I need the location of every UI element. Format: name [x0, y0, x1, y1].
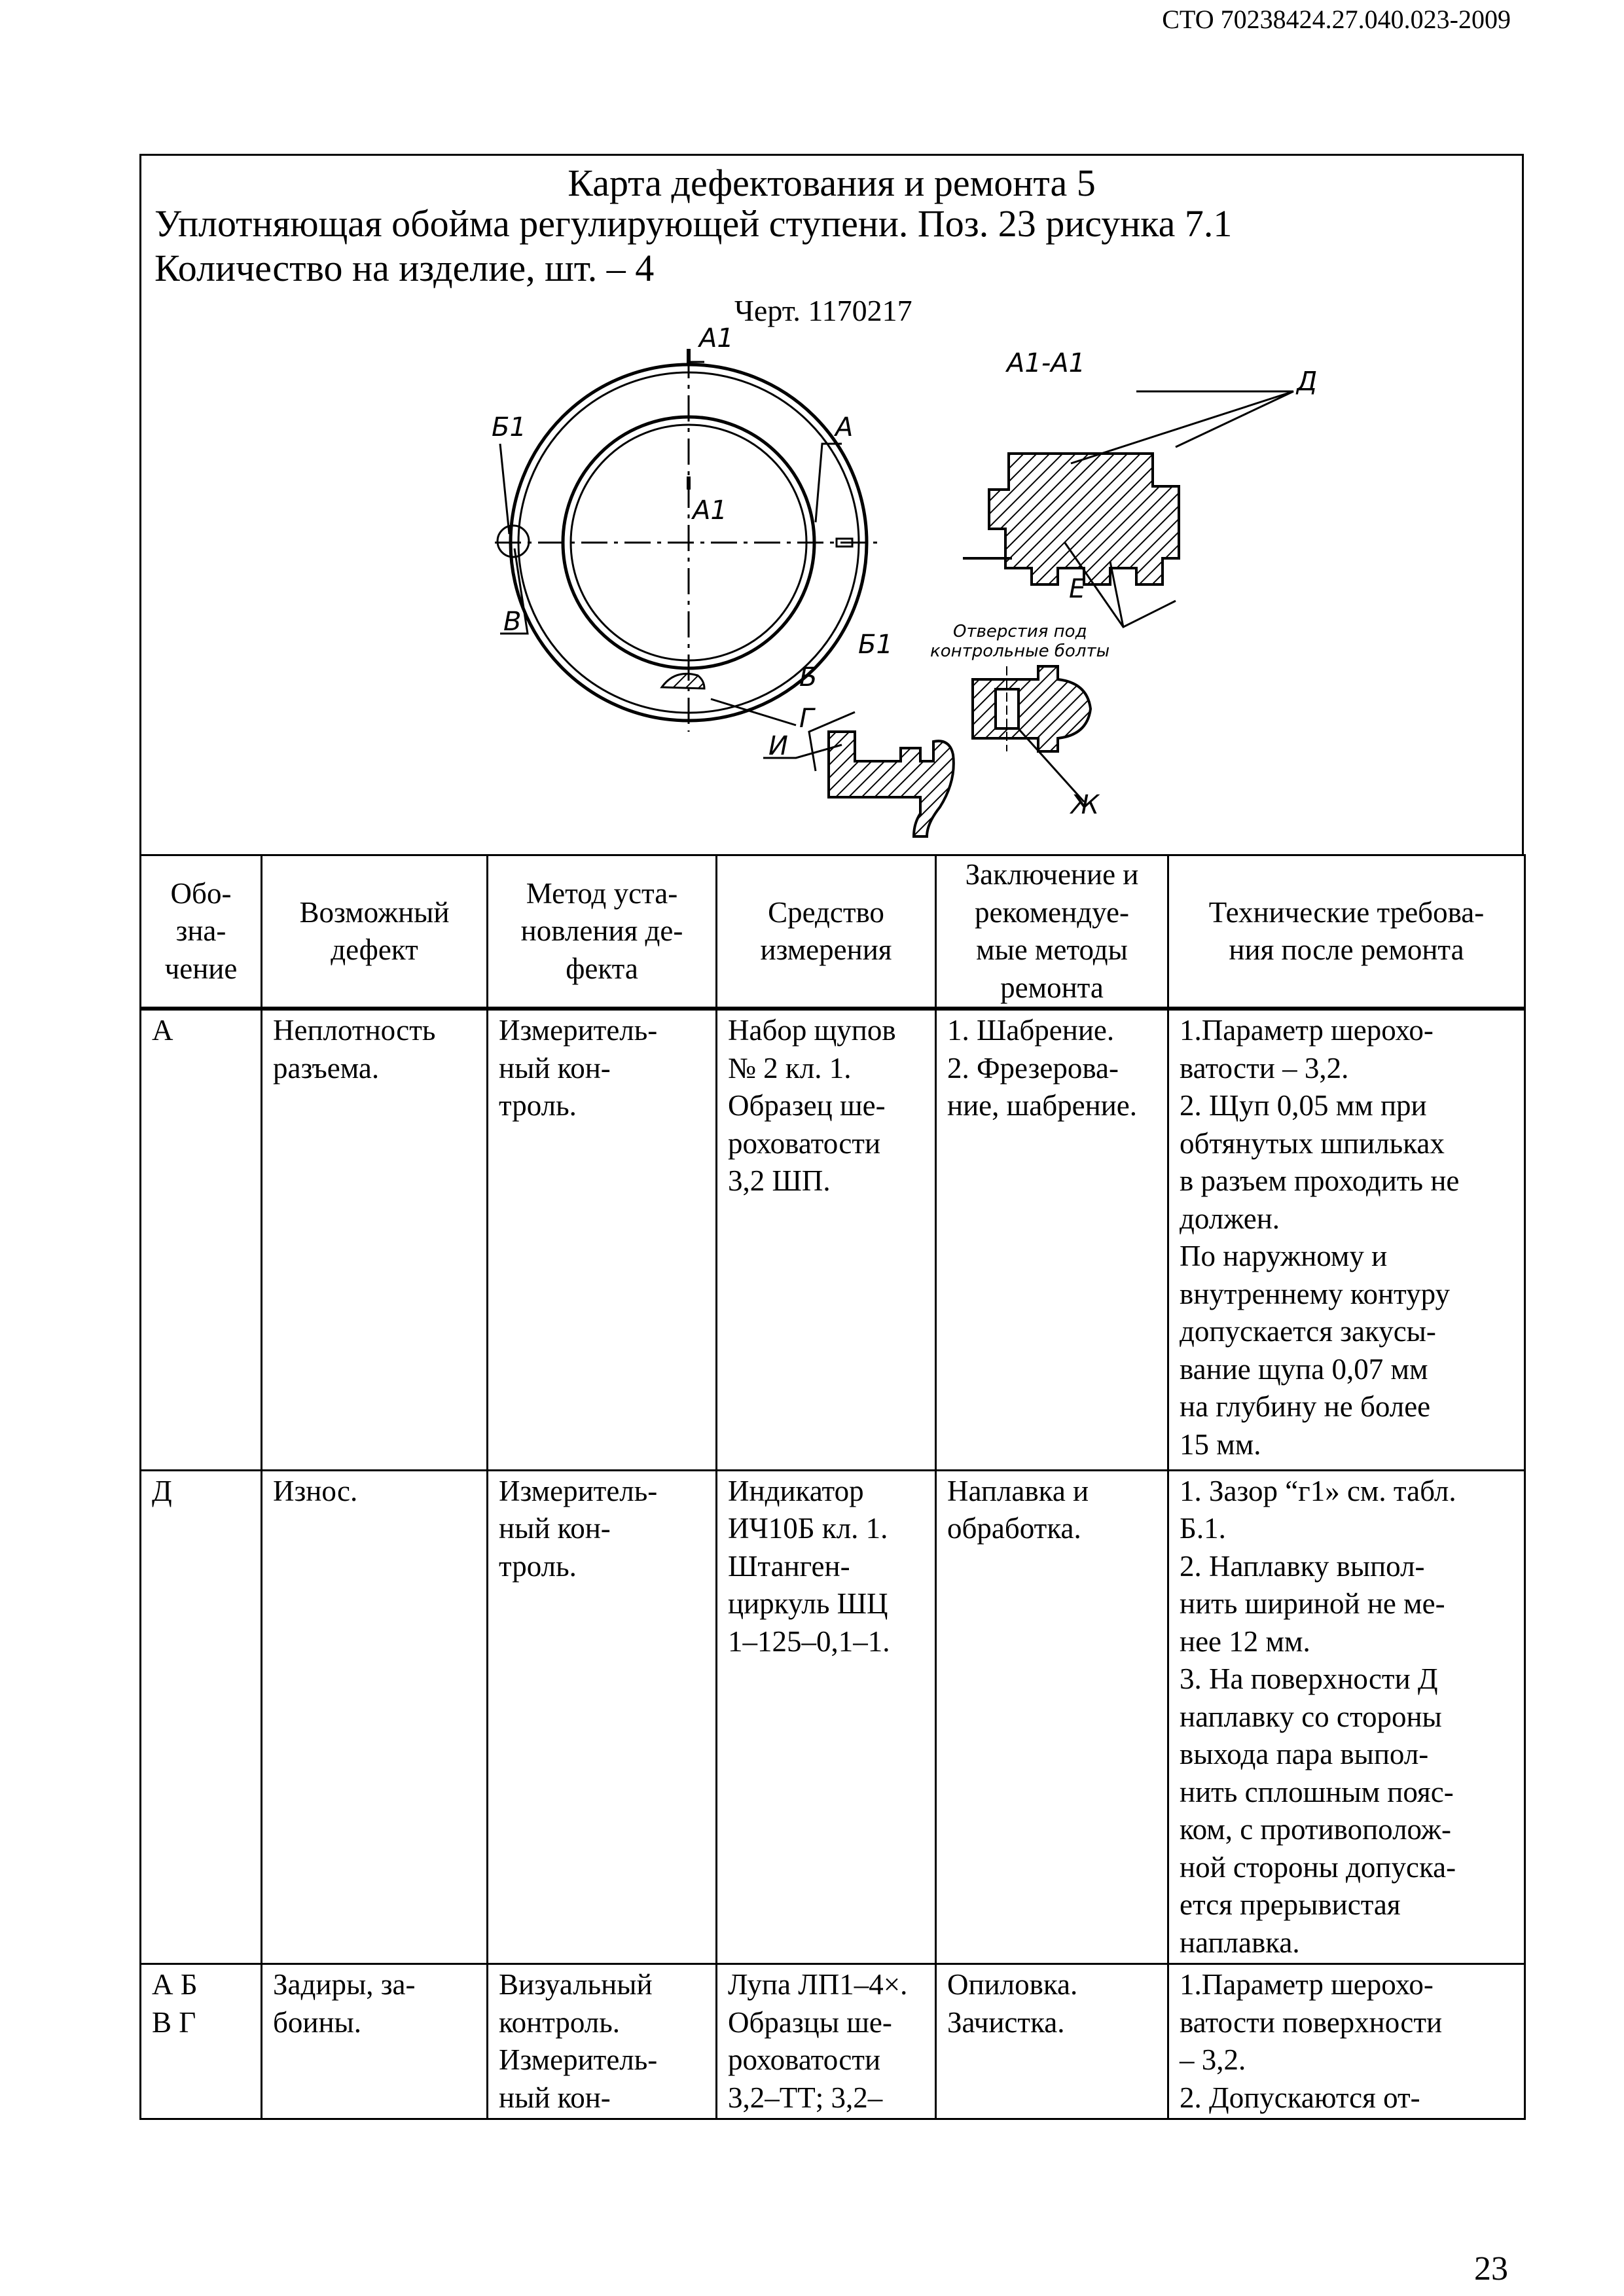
cell-line: Д [152, 1474, 172, 1507]
cell-line: Наплавка и [947, 1474, 1089, 1507]
label-holes-note-1: Отверстия под [953, 622, 1087, 641]
cell-line: нить шириной не ме- [1180, 1587, 1445, 1620]
cell-line: Опиловка. [947, 1968, 1078, 2001]
cell-method [488, 1470, 717, 1964]
header-line: дефект [331, 933, 418, 966]
cell-line: 1–125–0,1–1. [728, 1624, 890, 1658]
detail-b1 [829, 732, 954, 836]
cell-line: ный кон- [499, 1051, 611, 1085]
cell-line: 3,2 ШП. [728, 1164, 831, 1197]
table-body [141, 1009, 1525, 2119]
cell-line: Измеритель- [499, 1474, 658, 1507]
label-i: И [768, 731, 788, 761]
cell-line: 1.Параметр шерохо- [1180, 1968, 1434, 2001]
card-title: Карта дефектования и ремонта 5 [568, 162, 1096, 204]
cell-line: Измеритель- [499, 2043, 658, 2076]
cell-line: А [152, 1014, 173, 1047]
cell-line: ние, шабрение. [947, 1089, 1138, 1122]
cell-designation [141, 1964, 262, 2119]
cell-requirements [1168, 1470, 1525, 1964]
cell-defect [262, 1009, 488, 1470]
cell-line: разъема. [273, 1051, 380, 1085]
cell-repair [936, 1470, 1168, 1964]
table-row [141, 1470, 1525, 1964]
label-holes-note-2: контрольные болты [930, 641, 1110, 661]
header-line: Заключение и [965, 858, 1139, 891]
cell-line: – 3,2. [1180, 2043, 1246, 2076]
cell-line: ИЧ10Б кл. 1. [728, 1512, 888, 1545]
cell-line: ной стороны допуска- [1180, 1850, 1456, 1884]
cell-line: на глубину не более [1180, 1390, 1431, 1423]
cell-line: А Б [152, 1968, 198, 2001]
header-line: Метод уста- [526, 876, 678, 910]
cell-method [488, 1964, 717, 2119]
cell-defect [262, 1964, 488, 2119]
cell-tool [717, 1009, 936, 1470]
cell-line: Индикатор [728, 1474, 864, 1507]
cell-line: 2. Допускаются от- [1180, 2081, 1420, 2114]
cell-requirements [1168, 1964, 1525, 2119]
cell-line: внутреннему контуру [1180, 1277, 1451, 1310]
header-requirements [1168, 855, 1525, 1009]
cell-line: Образцы ше- [728, 2005, 892, 2039]
table-row [141, 1009, 1525, 1470]
document-code: СТО 70238424.27.040.023-2009 [1162, 5, 1511, 34]
label-zh: Ж [1071, 790, 1100, 820]
cell-line: Зачистка. [947, 2005, 1065, 2039]
cell-line: Набор щупов [728, 1014, 896, 1047]
cell-line: боины. [273, 2005, 362, 2039]
header-line: Технические требова- [1208, 895, 1485, 929]
table-row [141, 1964, 1525, 2119]
cell-line: 1. Зазор “г1» см. табл. [1180, 1474, 1456, 1507]
header-tool [717, 855, 936, 1009]
label-a1-inner: А1 [693, 495, 727, 526]
cell-line: 2. Фрезерова- [947, 1051, 1119, 1085]
cell-line: роховатости [728, 1126, 881, 1160]
cell-line: в разъем проходить не [1180, 1164, 1460, 1197]
cell-line: обработка. [947, 1512, 1081, 1545]
cell-designation [141, 1009, 262, 1470]
cell-line: троль. [499, 1549, 577, 1583]
cell-line: роховатости [728, 2043, 881, 2076]
section-a1-a1 [963, 454, 1179, 584]
cell-line: обтянутых шпильках [1180, 1126, 1445, 1160]
cell-defect [262, 1470, 488, 1964]
table-header [141, 855, 1525, 1009]
label-b1-detail: Б1 [858, 630, 893, 660]
label-v: В [503, 607, 522, 637]
cell-line: допускается закусы- [1180, 1315, 1436, 1348]
cell-line: нить сплошным пояс- [1180, 1775, 1454, 1808]
cell-line: ный кон- [499, 1512, 611, 1545]
cell-line: наплавка. [1180, 1926, 1300, 1959]
cell-line: ватости – 3,2. [1180, 1051, 1349, 1085]
cell-line: должен. [1180, 1202, 1280, 1235]
ring-plan-view [495, 349, 883, 732]
defects-table [139, 854, 1526, 2120]
label-e: Е [1069, 574, 1086, 604]
label-a1-top: А1 [699, 323, 734, 353]
cell-line: 15 мм. [1180, 1427, 1261, 1461]
quantity-line: Количество на изделие, шт. – 4 [154, 247, 655, 289]
cell-line: 1.Параметр шерохо- [1180, 1014, 1434, 1047]
label-b1: Б1 [492, 412, 526, 442]
cell-line: 1. Шабрение. [947, 1014, 1115, 1047]
cell-designation [141, 1470, 262, 1964]
part-name: Уплотняющая обойма регулирующей ступени. Поз. 23 рисунка 7.1 [154, 202, 1233, 245]
detail-bolt-holes [973, 666, 1091, 751]
header-line: Средство [768, 895, 884, 929]
cell-line: наплавку со стороны [1180, 1700, 1442, 1733]
header-line: ния после ремонта [1229, 933, 1464, 966]
cell-line: ватости поверхности [1180, 2005, 1443, 2039]
header-line: измерения [760, 933, 892, 966]
cell-line: По наружному и [1180, 1240, 1388, 1272]
cell-line: нее 12 мм. [1180, 1624, 1310, 1658]
header-line: ремонта [1000, 971, 1104, 1004]
header-line: фекта [566, 952, 638, 985]
cell-line: 2. Наплавку выпол- [1180, 1549, 1425, 1583]
cell-line: 3. На поверхности Д [1180, 1662, 1438, 1695]
cell-requirements [1168, 1009, 1525, 1470]
cell-line: Износ. [273, 1474, 358, 1507]
header-method [488, 855, 717, 1009]
cell-line: Неплотность [273, 1014, 436, 1047]
leader-lines [500, 391, 1293, 802]
cell-tool [717, 1470, 936, 1964]
header-defect [262, 855, 488, 1009]
label-b-detail: Б [799, 662, 818, 692]
cell-line: Лупа ЛП1–4×. [728, 1968, 908, 2001]
cell-line: троль. [499, 1089, 577, 1122]
cell-line: ком, с противополож- [1180, 1813, 1451, 1846]
cell-line: ный кон- [499, 2081, 611, 2114]
cell-line: ется прерывистая [1180, 1888, 1401, 1921]
cell-line: Измеритель- [499, 1014, 658, 1047]
cell-line: Задиры, за- [273, 1968, 416, 2001]
label-d: Д [1297, 367, 1318, 397]
header-repair [936, 855, 1168, 1009]
header-line: Обо- [170, 876, 232, 910]
header-designation [141, 855, 262, 1009]
label-g: Г [799, 704, 814, 734]
cell-line: 2. Щуп 0,05 мм при [1180, 1089, 1427, 1122]
technical-drawing [141, 156, 1526, 858]
cell-line: Б.1. [1180, 1512, 1226, 1545]
cell-line: Штанген- [728, 1549, 850, 1583]
cell-repair [936, 1009, 1168, 1470]
header-line: чение [164, 952, 238, 985]
label-section-a1-a1: А1-А1 [1007, 348, 1086, 378]
cell-line: циркуль ШЦ [728, 1587, 888, 1620]
header-line: новления де- [520, 914, 683, 948]
cell-line: контроль. [499, 2005, 621, 2039]
header-line: рекомендуе- [975, 895, 1129, 929]
defect-card [139, 154, 1524, 856]
page-number: 23 [1474, 2250, 1508, 2287]
cell-line: выхода пара выпол- [1180, 1738, 1429, 1770]
header-line: зна- [175, 914, 226, 948]
cell-line: вание щупа 0,07 мм [1180, 1352, 1428, 1386]
cell-tool [717, 1964, 936, 2119]
header-line: Возможный [299, 895, 450, 929]
header-line: мые методы [976, 933, 1128, 966]
drawing-number: Черт. 1170217 [734, 294, 912, 327]
cell-line: № 2 кл. 1. [728, 1051, 852, 1085]
cell-line: 3,2–ТТ; 3,2– [728, 2081, 883, 2114]
cell-line: В Г [152, 2005, 196, 2039]
cell-line: Образец ше- [728, 1089, 886, 1122]
cell-repair [936, 1964, 1168, 2119]
cell-line: Визуальный [499, 1968, 653, 2001]
label-a: А [835, 412, 854, 442]
cell-method [488, 1009, 717, 1470]
